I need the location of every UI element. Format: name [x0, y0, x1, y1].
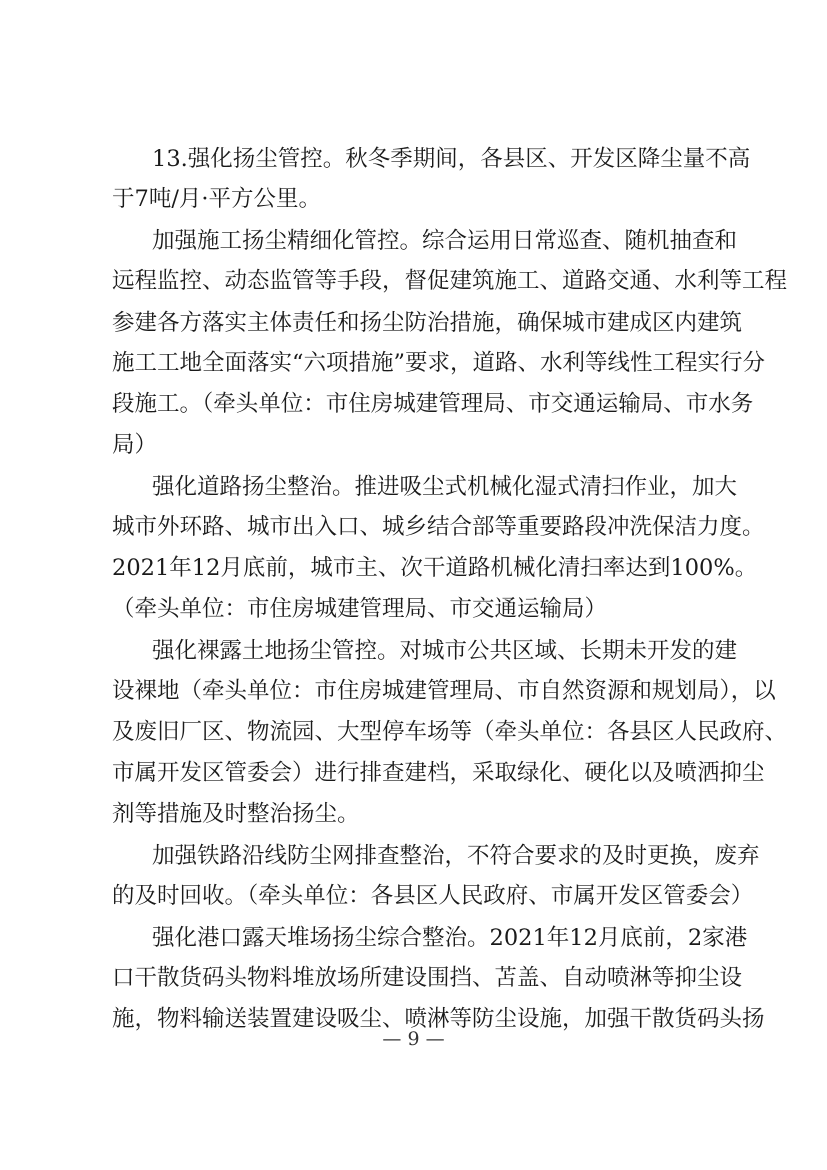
text-line: 强化道路扬尘整治。推进吸尘式机械化湿式清扫作业，加大: [152, 474, 738, 500]
text-line: 施，物料输送装置建设吸尘、喷淋等防尘设施，加强干散货码头扬: [112, 1006, 765, 1032]
text-line: 于7吨/月·平方公里。: [112, 186, 322, 212]
text-line: 强化裸露土地扬尘管控。对城市公共区域、长期未开发的建: [152, 638, 738, 664]
text-line: 2021年12月底前，城市主、次干道路机械化清扫率达到100%。: [112, 555, 758, 581]
text-line: 施工工地全面落实“六项措施”要求，道路、水利等线性工程实行分: [112, 350, 766, 376]
text-line: 口干散货码头物料堆放场所建设围挡、苫盖、自动喷淋等抑尘设: [112, 965, 743, 991]
text-line: 强化港口露天堆场扬尘综合整治。2021年12月底前，2家港: [152, 925, 748, 951]
text-line: 13.强化扬尘管控。秋冬季期间，各县区、开发区降尘量不高: [152, 146, 751, 172]
page-number: — 9 —: [382, 1028, 445, 1050]
text-line: 参建各方落实主体责任和扬尘防治措施，确保城市建成区内建筑: [112, 310, 743, 336]
text-line: 局）: [112, 432, 158, 458]
text-line: 剂等措施及时整治扬尘。: [112, 801, 360, 827]
text-line: 及废旧厂区、物流园、大型停车场等（牵头单位：各县区人民政府、: [112, 719, 788, 745]
text-line: 加强铁路沿线防尘网排查整治，不符合要求的及时更换，废弃: [152, 843, 760, 869]
text-line: （牵头单位：市住房城建管理局、市交通运输局）: [112, 596, 608, 622]
text-line: 的及时回收。（牵头单位：各县区人民政府、市属开发区管委会）: [112, 883, 754, 909]
text-line: 远程监控、动态监管等手段，督促建筑施工、道路交通、水利等工程: [112, 268, 788, 294]
text-line: 市属开发区管委会）进行排查建档，采取绿化、硬化以及喷洒抑尘: [112, 760, 765, 786]
text-line: 城市外环路、城市出入口、城乡结合部等重要路段冲洗保洁力度。: [112, 514, 765, 540]
text-line: 设裸地（牵头单位：市住房城建管理局、市自然资源和规划局），以: [112, 678, 776, 704]
text-line: 段施工。（牵头单位：市住房城建管理局、市交通运输局、市水务: [112, 391, 754, 417]
text-line: 加强施工扬尘精细化管控。综合运用日常巡查、随机抽查和: [152, 228, 738, 254]
